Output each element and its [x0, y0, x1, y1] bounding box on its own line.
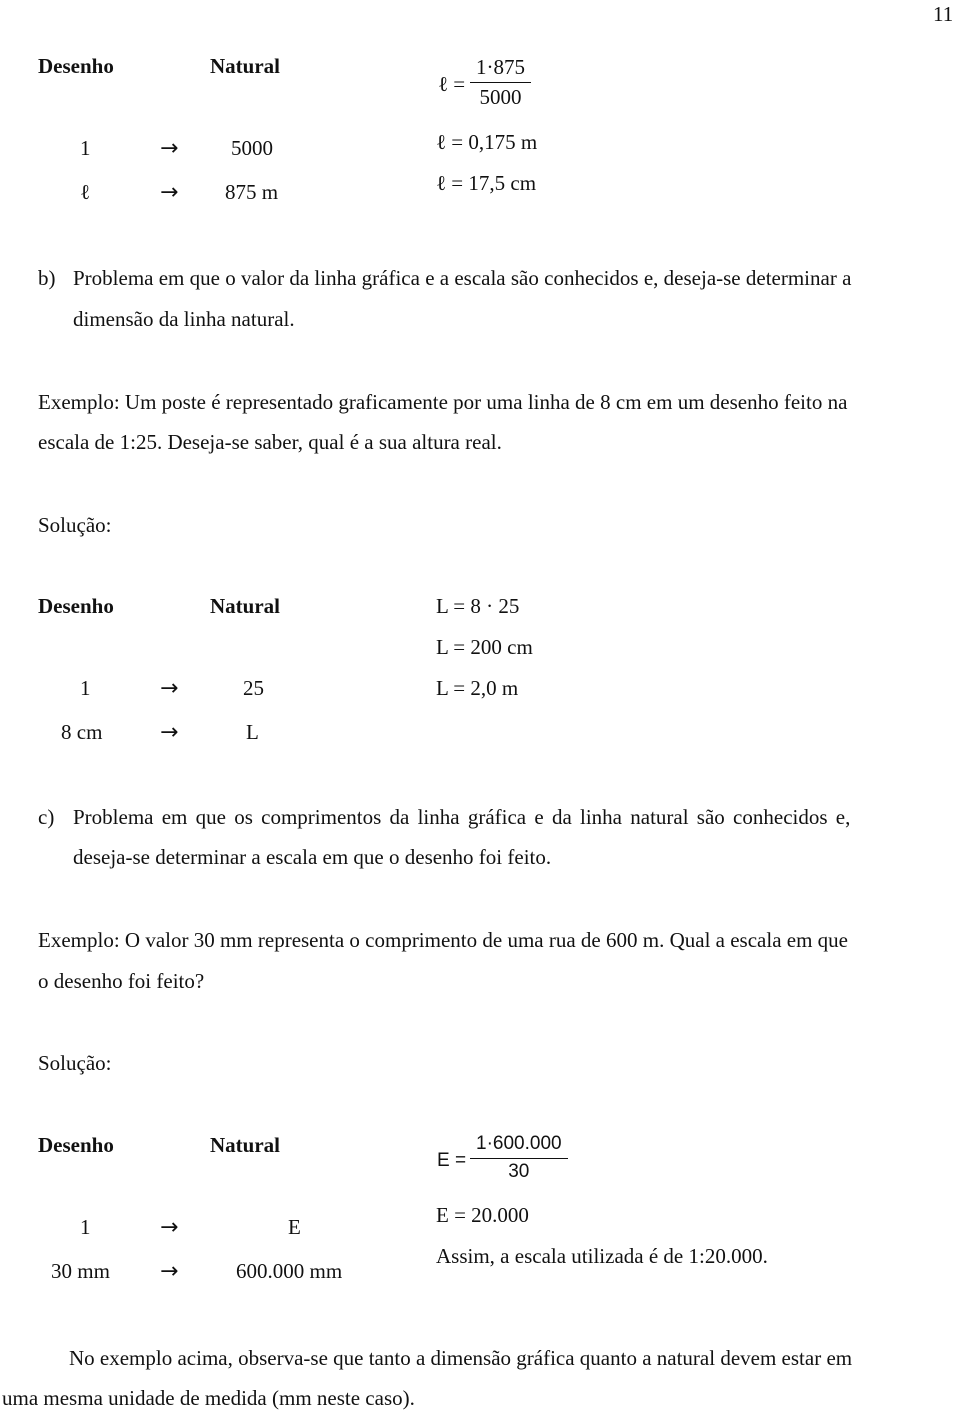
row-right-value: L — [246, 720, 259, 744]
fraction — [470, 55, 531, 110]
row-left-value: 30 mm — [51, 1259, 110, 1283]
equation: L = 200 cm — [436, 635, 533, 659]
row-left-value: 1 — [80, 136, 91, 160]
page-number: 11 — [933, 2, 954, 26]
row-right-value: E — [288, 1215, 301, 1239]
example-c-line1: Exemplo: O valor 30 mm representa o comprimento de uma rua de 600 m. Qual a escala em que — [38, 928, 848, 952]
equation-lhs: ℓ = — [438, 72, 466, 96]
solution-label: Solução: — [38, 1051, 112, 1075]
example-b-line1: Exemplo: Um poste é representado graficamente por uma linha de 8 cm em um desenho feito na — [38, 390, 848, 414]
col-header-natural: Natural — [210, 594, 280, 618]
row-left-value: 1 — [80, 676, 91, 700]
fraction-numerator: 1·600.000 — [470, 1133, 568, 1159]
row-left-value: 8 cm — [61, 720, 103, 744]
row-right-value: 5000 — [231, 136, 273, 160]
equation-lhs: E = — [437, 1150, 467, 1171]
arrow-icon: → — [160, 1215, 179, 1240]
arrow-icon: → — [160, 180, 179, 205]
fraction-denominator: 30 — [508, 1160, 530, 1182]
note-line2: uma mesma unidade de medida (mm neste caso). — [2, 1386, 415, 1410]
equation: L = 2,0 m — [436, 676, 519, 700]
arrow-icon: → — [160, 676, 179, 701]
conclusion-text: Assim, a escala utilizada é de 1:20.000. — [436, 1244, 768, 1268]
equation: L = 8 · 25 — [436, 594, 520, 618]
item-b-text-line2: dimensão da linha natural. — [73, 307, 295, 331]
equation: ℓ = 17,5 cm — [436, 171, 537, 195]
arrow-icon: → — [160, 720, 179, 745]
row-right-value: 875 m — [225, 180, 279, 204]
fraction — [470, 1133, 568, 1184]
col-header-desenho: Desenho — [38, 1133, 114, 1157]
list-marker-b: b) — [38, 266, 56, 290]
fraction-denominator: 5000 — [479, 85, 522, 110]
equation: ℓ = 0,175 m — [436, 130, 538, 154]
item-c-text-line1: Problema em que os comprimentos da linha gráfica e da linha natural são conhecidos e, — [73, 805, 851, 829]
fraction-numerator: 1·875 — [470, 55, 531, 83]
solution-label: Solução: — [38, 513, 112, 537]
example-b-line2: escala de 1:25. Deseja-se saber, qual é a sua altura real. — [38, 430, 502, 454]
row-right-value: 25 — [243, 676, 264, 700]
item-b-text-line1: Problema em que o valor da linha gráfica e a escala são conhecidos e, deseja-se determinar a — [73, 266, 852, 290]
row-right-value: 600.000 mm — [236, 1259, 343, 1283]
arrow-icon: → — [160, 1259, 179, 1284]
col-header-desenho: Desenho — [38, 594, 114, 618]
example-c-line2: o desenho foi feito? — [38, 969, 205, 993]
row-left-value: 1 — [80, 1215, 91, 1239]
col-header-natural: Natural — [210, 1133, 280, 1157]
row-left-value: ℓ — [80, 180, 91, 204]
equation: E = 20.000 — [436, 1203, 529, 1227]
col-header-natural: Natural — [210, 54, 280, 78]
item-c-text-line2: deseja-se determinar a escala em que o desenho foi feito. — [73, 845, 552, 869]
list-marker-c: c) — [38, 805, 55, 829]
arrow-icon: → — [160, 136, 179, 161]
col-header-desenho: Desenho — [38, 54, 114, 78]
note-line1: No exemplo acima, observa-se que tanto a dimensão gráfica quanto a natural devem estar em — [69, 1346, 853, 1370]
